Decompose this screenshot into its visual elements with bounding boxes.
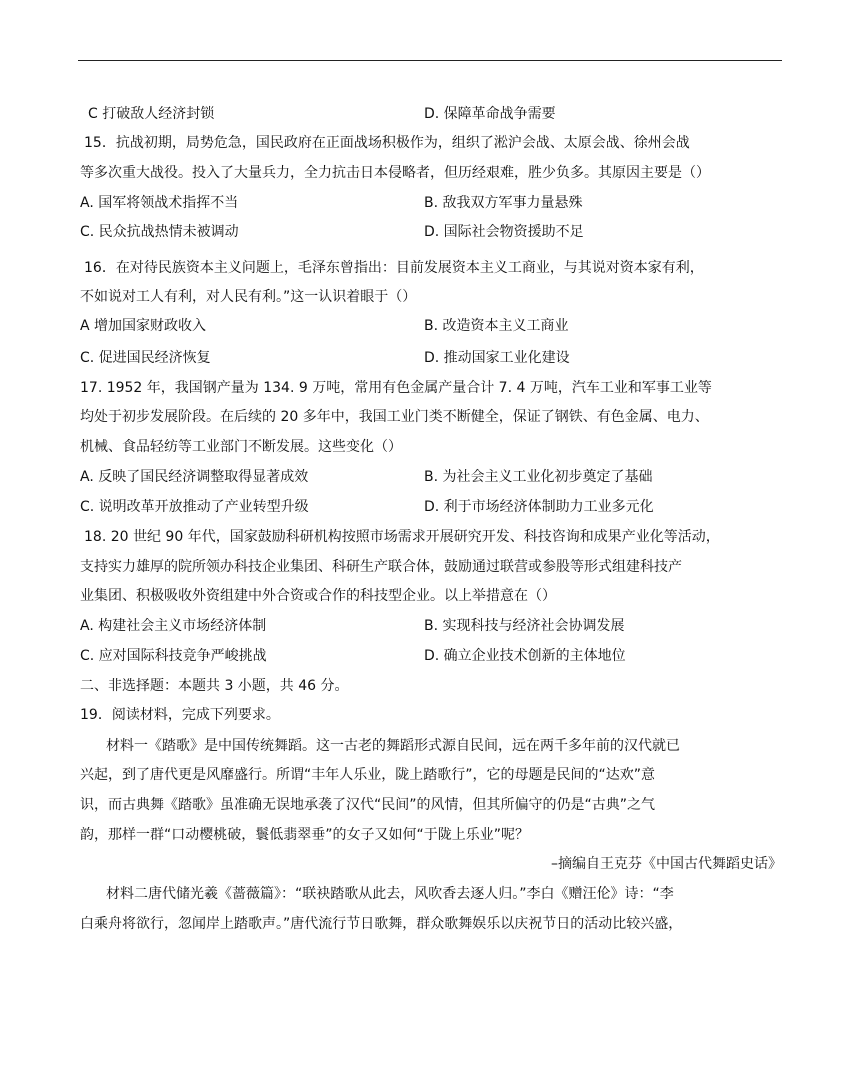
q18-stem-line-3: 业集团、积极吸收外资组建中外合资或合作的科技型企业。以上举措意在（） xyxy=(80,588,556,604)
q16-option-b: B. 改造资本主义工商业 xyxy=(424,318,569,334)
q16-option-a: A 增加国家财政收入 xyxy=(80,318,207,334)
q19-material1-line-4: 韵，那样一群“口动樱桃破，鬟低翡翠垂”的女子又如何“于陇上乐业”呢？ xyxy=(80,827,530,843)
q14-option-d: D. 保障革命战争需要 xyxy=(424,106,556,122)
q18-option-d: D. 确立企业技术创新的主体地位 xyxy=(424,648,626,664)
q15-option-a: A. 国军将领战术指挥不当 xyxy=(80,195,239,211)
q16-stem-line-1: 16．在对待民族资本主义问题上，毛泽东曾指出：目前发展资本主义工商业，与其说对资本家有利， xyxy=(84,260,704,276)
q19-material1-line-3: 识，而古典舞《踏歌》虽准确无误地承袭了汉代“民间”的风情，但其所偏守的仍是“古典”之气 xyxy=(80,797,656,813)
q16-option-c: C. 促进国民经济恢复 xyxy=(80,350,211,366)
q14-option-c: C 打破敌人经济封锁 xyxy=(88,106,215,122)
q18-option-a: A. 构建社会主义市场经济体制 xyxy=(80,618,267,634)
q15-option-d: D. 国际社会物资援助不足 xyxy=(424,224,584,240)
q17-option-b: B. 为社会主义工业化初步奠定了基础 xyxy=(424,469,653,485)
q17-option-d: D. 利于市场经济体制助力工业多元化 xyxy=(424,499,654,515)
q17-stem-line-2: 均处于初步发展阶段。在后续的 20 多年中，我国工业门类不断健全，保证了钢铁、有色金属、电力、 xyxy=(80,409,709,425)
q18-stem-line-1: 18. 20 世纪 90 年代，国家鼓励科研机构按照市场需求开展研究开发、科技咨询和成果产业化等活动， xyxy=(84,529,720,545)
q15-option-c: C. 民众抗战热情未被调动 xyxy=(80,224,239,240)
q18-option-c: C. 应对国际科技竞争严峻挑战 xyxy=(80,648,267,664)
q18-option-b: B. 实现科技与经济社会协调发展 xyxy=(424,618,625,634)
q15-option-b: B. 敌我双方军事力量悬殊 xyxy=(424,195,583,211)
q17-option-a: A. 反映了国民经济调整取得显著成效 xyxy=(80,469,309,485)
q15-stem-line-1: 15．抗战初期，局势危急，国民政府在正面战场积极作为，组织了淞沪会战、太原会战、徐州会战 xyxy=(84,135,690,151)
section-2-heading: 二、非选择题：本题共 3 小题，共 46 分。 xyxy=(80,678,349,694)
q19-stem: 19．阅读材料，完成下列要求。 xyxy=(80,707,280,723)
q17-stem-line-1: 17. 1952 年，我国钢产量为 134. 9 万吨，常用有色金属产量合计 7. 4 万吨，汽车工业和军事工业等 xyxy=(80,380,712,396)
q17-stem-line-3: 机械、食品轻纺等工业部门不断发展。这些变化（） xyxy=(80,439,402,455)
q17-option-c: C. 说明改革开放推动了产业转型升级 xyxy=(80,499,309,515)
q19-material2-line-2: 白乘舟将欲行，忽闻岸上踏歌声。”唐代流行节日歌舞，群众歌舞娱乐以庆祝节日的活动比较兴盛， xyxy=(80,916,683,932)
q19-material1-line-1: 材料一《踏歌》是中国传统舞蹈。这一古老的舞蹈形式源自民间，远在两千多年前的汉代就已 xyxy=(106,738,680,754)
q15-stem-line-2: 等多次重大战役。投入了大量兵力，全力抗击日本侵略者，但历经艰难，胜少负多。其原因主要是（） xyxy=(80,165,710,181)
q19-material1-source: –摘编自王克芬《中国古代舞蹈史话》 xyxy=(551,856,782,872)
q19-material1-line-2: 兴起，到了唐代更是风靡盛行。所谓“丰年人乐业，陇上踏歌行”，它的母题是民间的“达欢”意 xyxy=(80,767,656,783)
q16-option-d: D. 推动国家工业化建设 xyxy=(424,350,570,366)
q16-stem-line-2: 不如说对工人有利，对人民有利。”这一认识着眼于（） xyxy=(80,289,417,305)
q19-material2-line-1: 材料二唐代储光羲《蔷薇篇》：“联袂踏歌从此去，风吹香去逐人归。”李白《赠汪伦》诗：“李 xyxy=(106,886,674,902)
header-rule xyxy=(78,60,782,61)
q18-stem-line-2: 支持实力雄厚的院所领办科技企业集团、科研生产联合体，鼓励通过联营或参股等形式组建科技产 xyxy=(80,559,682,575)
